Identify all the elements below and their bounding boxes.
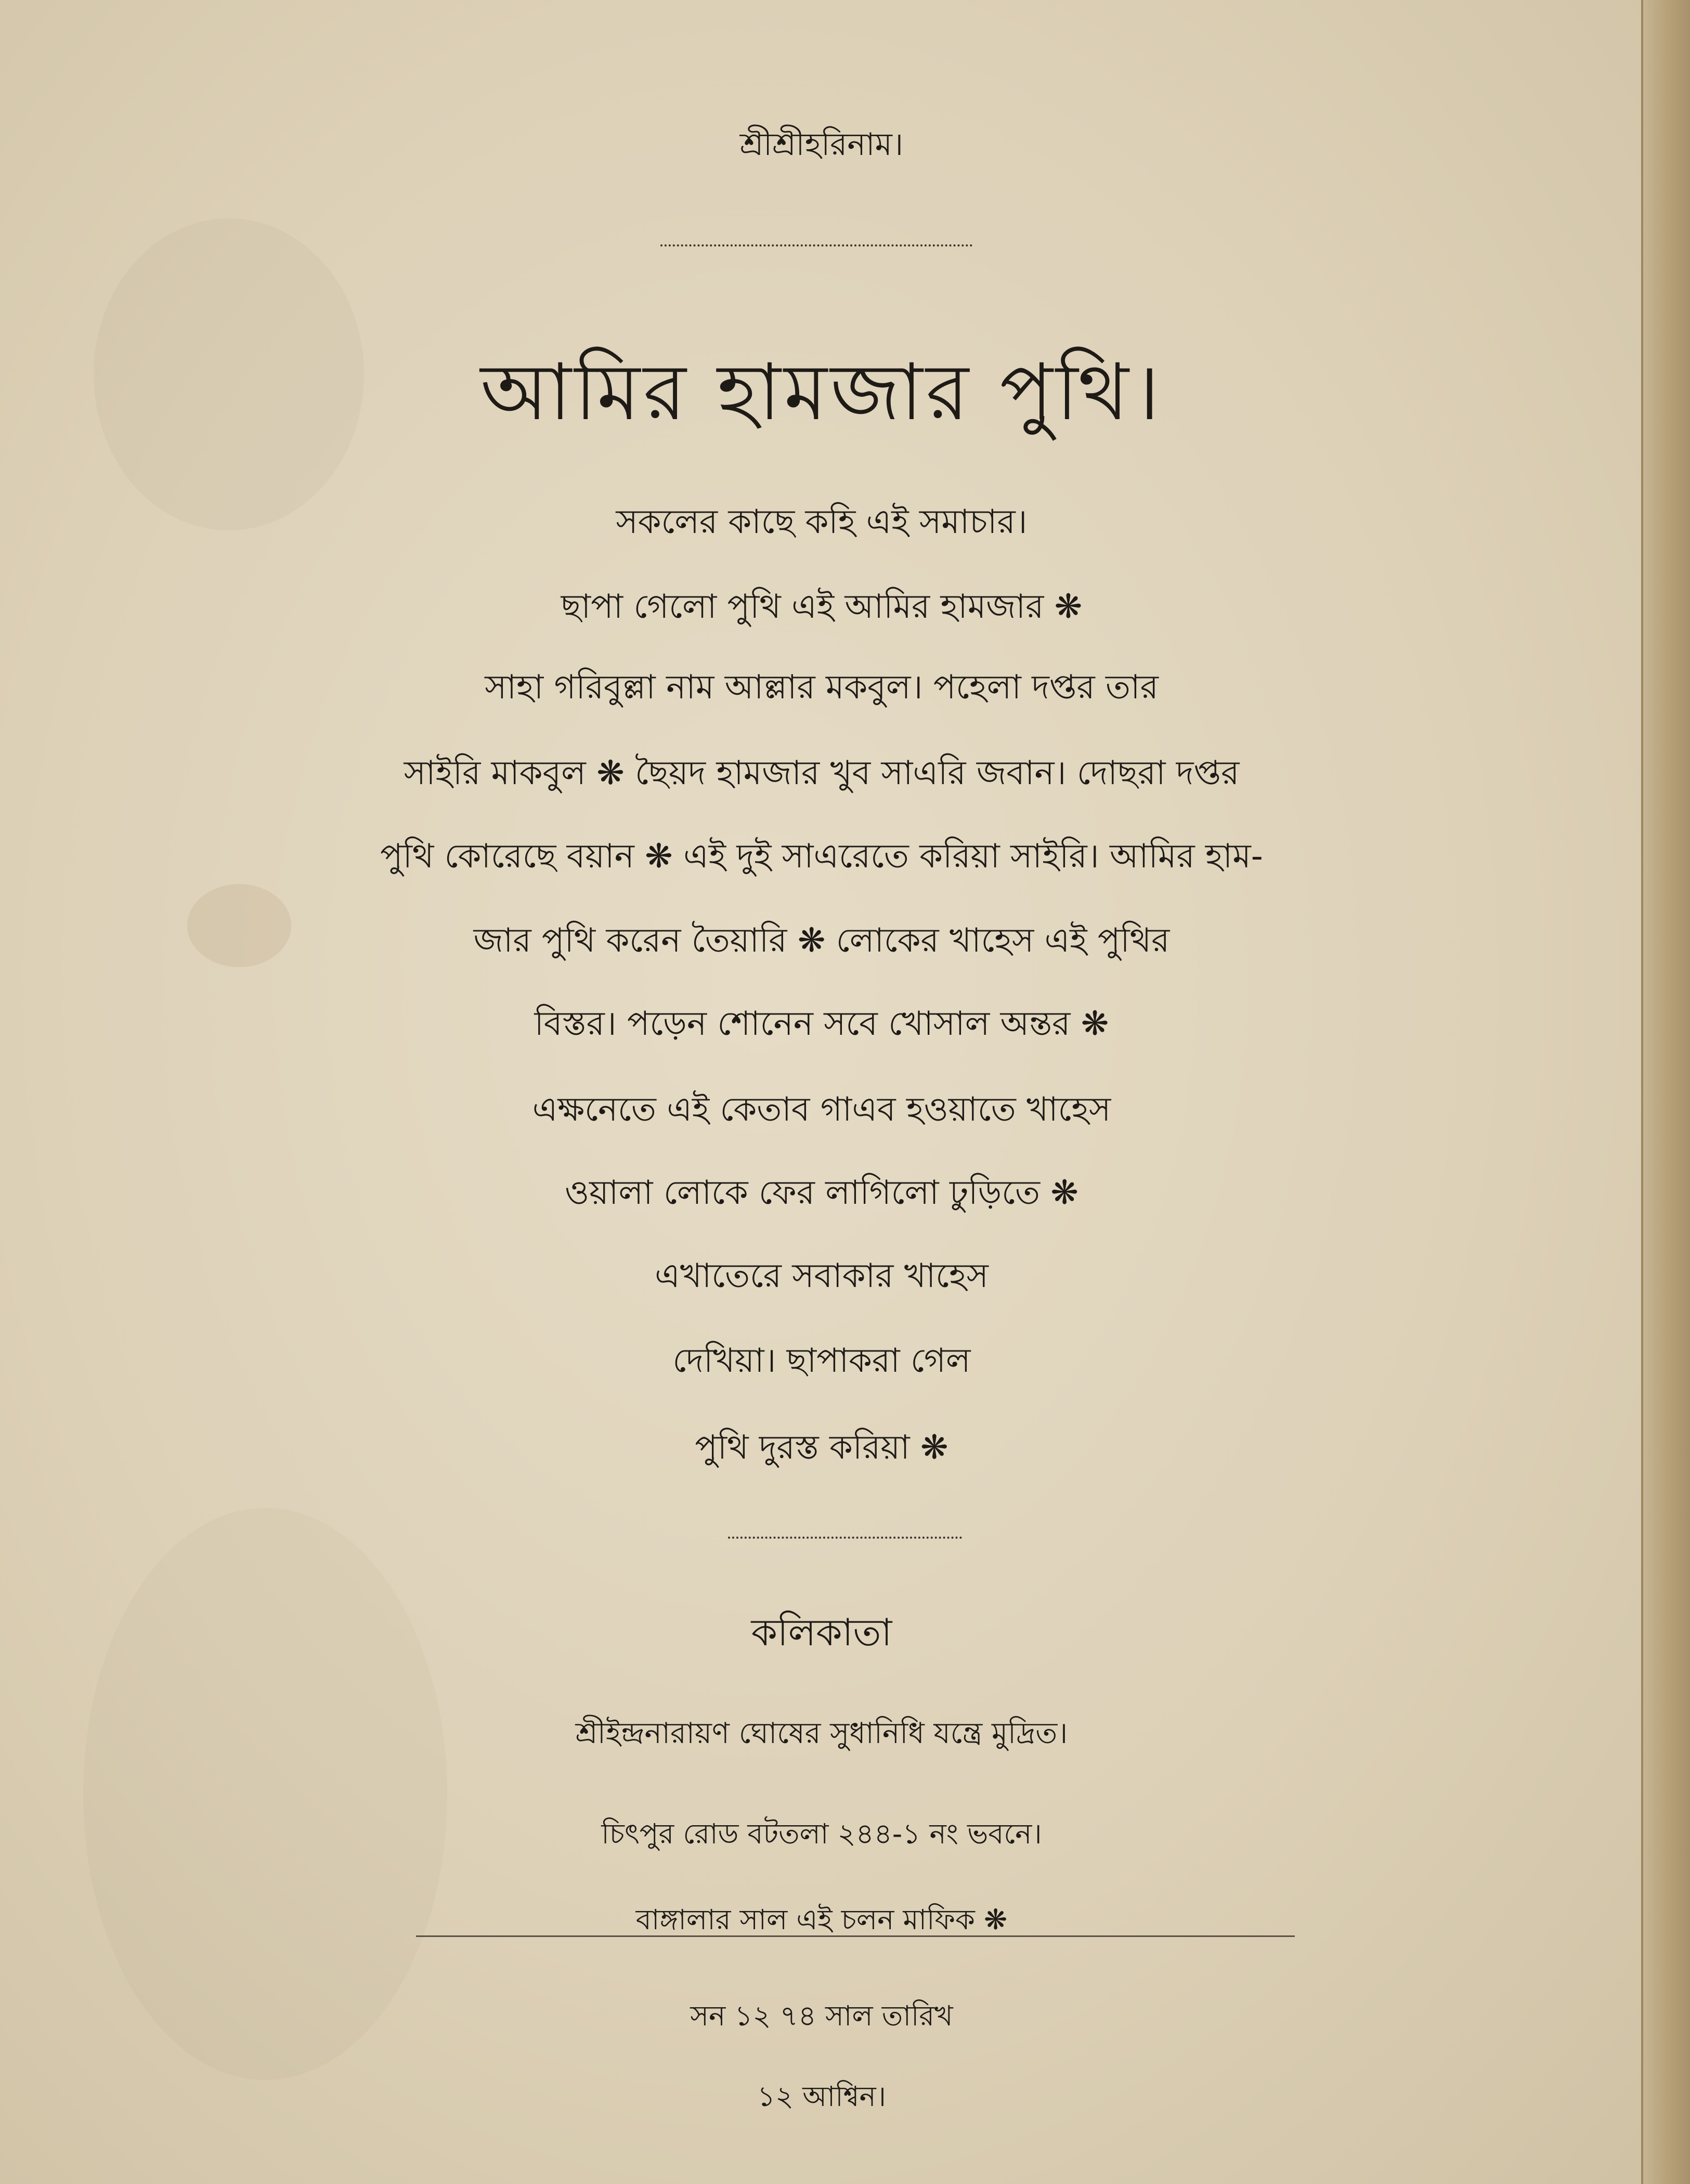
top-ornamental-rule [660, 244, 972, 246]
middle-ornamental-rule [728, 1537, 962, 1539]
verse-line: বিস্তর। পড়েন শোনেন সবে খোসাল অন্তর ❋ [534, 1005, 1109, 1043]
date-line: সন ১২ ৭৪ সাল তারিখ [690, 1999, 953, 2032]
era-line: বাঙ্গালার সাল এই চলন মাফিক ❋ [635, 1903, 1008, 1936]
verse-line: এক্ষনেতে এই কেতাব গাএব হওয়াতে খাহেস [532, 1090, 1111, 1129]
printer-line: শ্রীইন্দ্রনারায়ণ ঘোষের সুধানিধি যন্ত্রে মুদ্রিত। [575, 1717, 1068, 1750]
verse-line: জার পুথি করেন তৈয়ারি ❋ লোকের খাহেস এই পুথির [473, 921, 1170, 960]
date: ১২ আশ্বিন। [757, 2080, 887, 2113]
address-line: চিৎপুর রোড বটতলা ২৪৪-১ নং ভবনে। [601, 1817, 1042, 1850]
verse-line: ছাপা গেলো পুথি এই আমির হামজার ❋ [561, 588, 1083, 626]
verse-line: ওয়ালা লোকে ফের লাগিলো ঢুড়িতে ❋ [564, 1174, 1078, 1212]
invocation: শ্রীশ্রীহরিনাম। [739, 126, 904, 163]
verse-line: পুথি দুরস্ত করিয়া ❋ [695, 1428, 948, 1467]
verse-line: এখাতেরে সবাকার খাহেস [655, 1257, 989, 1295]
verse-line: পুথি কোরেছে বয়ান ❋ এই দুই সাএরেতে করিয়া সাইরি। আমির হাম- [380, 837, 1263, 876]
city-name: কলিকাতা [751, 1610, 892, 1654]
verse-line: সাইরি মাকবুল ❋ ছৈয়দ হামজার খুব সাএরি জবান। দোছরা দপ্তর [404, 754, 1240, 792]
bottom-rule [416, 1935, 1295, 1937]
verse-line: সাহা গরিবুল্লা নাম আল্লার মকবুল। পহেলা দপ্তর তার [485, 668, 1159, 707]
page-binding-edge [1641, 0, 1690, 2184]
page-title: আমির হামজার পুথি। [480, 347, 1163, 438]
verse-line: সকলের কাছে কহি এই সমাচার। [616, 503, 1028, 541]
verse-line: দেখিয়া। ছাপাকরা গেল [672, 1342, 971, 1380]
